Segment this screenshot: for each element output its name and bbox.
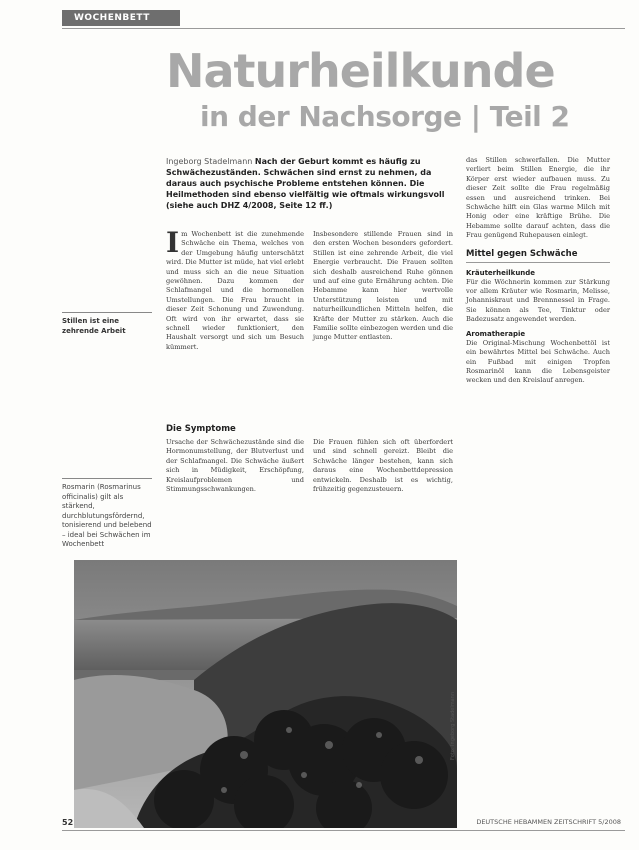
lead-paragraph (166, 156, 454, 211)
lead-text: Nach der Geburt kommt es häufig zu Schwächezuständen. Schwächen sind ernst zu nehmen, da daraus auch psychische Probleme entstehen können. Die Heilmethoden sind ebenso vielfältig wie oftmals wirkungsvoll (siehe auch DHZ 4/2008, Seite 12 ff.) (166, 157, 445, 210)
heading-herbal: Kräuterheilkunde (466, 268, 536, 277)
article-title: Naturheilkunde (166, 44, 555, 98)
author-name: Ingeborg Stadelmann (166, 157, 253, 166)
body-column-1b (166, 438, 304, 494)
body-text-1b: Ursache der Schwächezustände sind die Hormonumstellung, der Blutverlust und der Schlafmangel. Die Schwäche äußert sich in Müdigkeit, Erschöpfung, Kreislaufproblemen und Stimmungsschwankungen. (166, 438, 304, 494)
body-text-herbal: Für die Wöchnerin kommen zur Stärkung vor allem Kräuter wie Rosmarin, Melisse, Johanniskraut und Brennnessel in Frage. Sie können als Tee, Tinktur oder Badezusatz angewendet werden. (466, 277, 610, 324)
journal-footer: DEUTSCHE HEBAMMEN ZEITSCHRIFT 5/2008 (476, 818, 621, 826)
body-text-aroma: Die Original-Mischung Wochenbettöl ist ein bewährtes Mittel bei Schwäche. Auch ein Fußbad mit einigen Tropfen Rosmarinöl kann die Lebensgeister wecken und den Kreislauf anregen. (466, 338, 610, 385)
heading-remedies: Mittel gegen Schwäche (466, 249, 610, 263)
rosemary-photo (74, 560, 457, 828)
body-text-2: Insbesondere stillende Frauen sind in den ersten Wochen besonders gefordert. Stillen ist eine zehrende Arbeit, die viel Energie verbraucht. Die Frauen sollten sich deshalb ausreichend Ruhe gönnen und auf eine gute Ernährung achten. Die Hebamme kann hier wertvolle Unterstützung leisten und mit naturheilkundlichen Mitteln helfen, die Kräfte der Mutter zu stärken. Auch die Familie sollte einbezogen werden und die junge Mutter entlasten. (313, 230, 453, 342)
body-text-3: das Stillen schwerfallen. Die Mutter verliert beim Stillen Energie, die ihr Körper erst wieder aufbauen muss. Zu dieser Zeit sollte die Frau regelmäßig essen und ausreichend trinken. Bei Schwäche hilft ein Glas warme Milch mit Honig oder eine kräftige Brühe. Die Hebamme sollte darauf achten, dass die Frau genügend Ruhepausen einlegt. (466, 156, 610, 240)
photo-credit: Foto: Ingeborg Stadelmann (450, 691, 456, 760)
pullquote-stillen: Stillen ist eine zehrende Arbeit (62, 312, 152, 336)
body-column-3 (466, 156, 610, 386)
body-column-1 (166, 226, 305, 352)
section-tag: WOCHENBETT (62, 10, 180, 26)
heading-symptoms: Die Symptome (166, 424, 236, 434)
body-column-2 (313, 230, 453, 343)
dropcap: I (166, 226, 180, 259)
article-subtitle: in der Nachsorge | Teil 2 (200, 100, 570, 133)
body-text-1: m Wochenbett ist die zunehmende Schwäche ein Thema, welches von der Umgebung häufig unterschätzt wird. Die Mutter ist müde, hat viel erlebt und muss sich an die neue Situation gewöhnen. Dazu kommen der Schlafmangel und die hormonellen Umstellungen. Die Frau braucht in dieser Zeit Schonung und Zuwendung. Oft wird von ihr erwartet, dass sie schnell wieder funktioniert, den Haushalt versorgt und sich um Besuch kümmert. (166, 230, 305, 351)
header-rule (62, 28, 625, 29)
photo-caption-rosmarin: Rosmarin (Rosmarinus officinalis) gilt als stärkend, durchblutungsfördernd, tonisierend und belebend – ideal bei Schwächen im Wochenbett (62, 478, 152, 550)
landscape-image (74, 560, 457, 828)
body-column-2b (313, 438, 453, 548)
page-number: 52 (62, 818, 74, 827)
heading-aroma: Aromatherapie (466, 329, 526, 338)
body-text-2b: Die Frauen fühlen sich oft überfordert und sind schnell gereizt. Bleibt die Schwäche länger bestehen, kann sich daraus eine Wochenbettdepression entwickeln. Deshalb ist es wichtig, frühzeitig gegenzusteuern. (313, 438, 453, 494)
footer-rule (62, 830, 625, 831)
